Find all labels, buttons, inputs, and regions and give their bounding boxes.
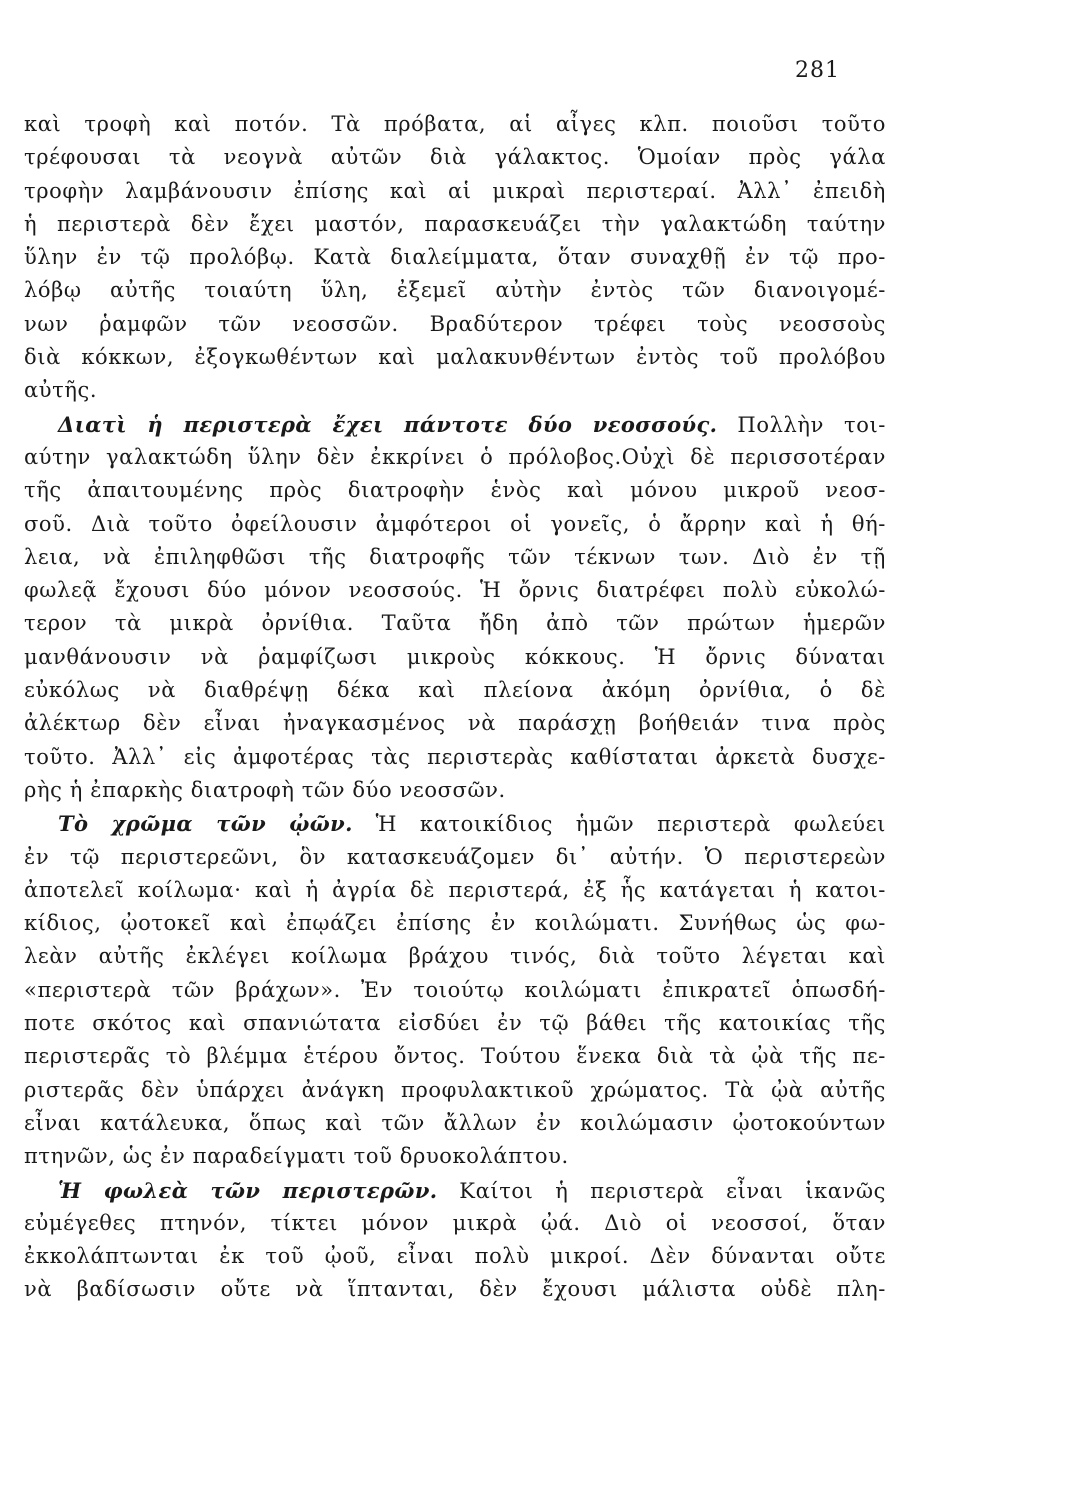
text-line: λόβῳ αὐτῆς τοιαύτη ὕλη, ἐξεμεῖ αὐτὴν ἐντὸς τῶν διανοιγομέ- xyxy=(24,278,886,303)
text-line: περιστερᾶς τὸ βλέμμα ἑτέρου ὄντος. Τούτου ἕνεκα διὰ τὰ ᾠὰ τῆς πε- xyxy=(24,1044,886,1069)
text-line: νὰ βαδίσωσιν οὔτε νὰ ἵπτανται, δὲν ἔχουσι μάλιστα οὐδὲ πλη- xyxy=(24,1277,886,1302)
text-line: λεια, νὰ ἐπιληφθῶσι τῆς διατροφῆς τῶν τέκνων των. Διὸ ἐν τῇ xyxy=(24,544,886,569)
text-line: αύτην γαλακτώδη ὕλην δὲν ἐκκρίνει ὁ πρόλοβος.Οὐχὶ δὲ περισσοτέραν xyxy=(24,444,886,469)
text-line: «περιστερὰ τῶν βράχων». Ἐν τοιούτῳ κοιλώματι ἐπικρατεῖ ὁπωσδή- xyxy=(24,977,886,1002)
text-line: ριστερᾶς δὲν ὑπάρχει ἀνάγκη προφυλακτικοῦ χρώματος. Τὰ ᾠὰ αὐτῆς xyxy=(24,1077,886,1102)
text-line: ἀποτελεῖ κοίλωμα· καὶ ἡ ἀγρία δὲ περιστερά, ἐξ ἧς κατάγεται ἡ κατοι- xyxy=(24,877,886,902)
text-line: τῆς ἀπαιτουμένης πρὸς διατροφὴν ἑνὸς καὶ μόνου μικροῦ νεοσ- xyxy=(24,478,886,503)
text-line: ἀλέκτωρ δὲν εἶναι ἠναγκασμένος νὰ παράσχῃ βοήθειάν τινα πρὸς xyxy=(24,711,886,736)
text-line: διὰ κόκκων, ἐξογκωθέντων καὶ μαλακυνθέντων ἐντὸς τοῦ προλόβου xyxy=(24,345,886,370)
text-line: κίδιος, ᾠοτοκεῖ καὶ ἐπῳάζει ἐπίσης ἐν κοιλώματι. Συνήθως ὡς φω- xyxy=(24,911,886,936)
text-line: τοῦτο. Ἀλλ᾽ εἰς ἀμφοτέρας τὰς περιστερὰς καθίσταται ἀρκετὰ δυσχε- xyxy=(24,744,886,769)
section-heading: Τὸ χρῶμα τῶν ᾠῶν. xyxy=(58,811,353,837)
text-line: τροφὴν λαμβάνουσιν ἐπίσης καὶ αἱ μικραὶ περιστεραί. Ἀλλ᾽ ἐπειδὴ xyxy=(24,178,886,203)
paragraph-first-line xyxy=(24,408,886,441)
text-line: αὐτῆς. xyxy=(24,378,98,403)
text-line: σοῦ. Διὰ τοῦτο ὀφείλουσιν ἀμφότεροι οἱ γονεῖς, ὁ ἄρρην καὶ ἡ θή- xyxy=(24,511,886,536)
text-line: φωλεᾷ ἔχουσι δύο μόνον νεοσσούς. Ἡ ὄρνις διατρέφει πολὺ εὐκολώ- xyxy=(24,578,886,603)
text-line: εἶναι κατάλευκα, ὅπως καὶ τῶν ἄλλων ἐν κοιλώμασιν ᾠοτοκούντων xyxy=(24,1110,886,1135)
text-span: Πολλὴν τοι- xyxy=(717,412,886,437)
text-span: Καίτοι ἡ περιστερὰ εἶναι ἱκανῶς xyxy=(437,1178,886,1203)
section-heading: Διατὶ ἡ περιστερὰ ἔχει πάντοτε δύο νεοσσούς. xyxy=(58,411,718,437)
paragraph-first-line xyxy=(24,807,886,840)
text-line: μανθάνουσιν νὰ ῥαμφίζωσι μικροὺς κόκκους. Ἡ ὄρνις δύναται xyxy=(24,644,886,669)
text-line: ρὴς ἡ ἐπαρκὴς διατροφὴ τῶν δύο νεοσσῶν. xyxy=(24,777,506,802)
text-line: ὕλην ἐν τῷ προλόβῳ. Κατὰ διαλείμματα, ὅταν συναχθῇ ἐν τῷ προ- xyxy=(24,245,886,270)
text-line: καὶ τροφὴ καὶ ποτόν. Τὰ πρόβατα, αἱ αἶγες κλπ. ποιοῦσι τοῦτο xyxy=(24,112,886,136)
text-line: τρέφουσαι τὰ νεογνὰ αὐτῶν διὰ γάλακτος. Ὁμοίαν πρὸς γάλα xyxy=(24,145,886,170)
text-line: ἐν τῷ περιστερεῶνι, ὃν κατασκευάζομεν δι᾽ αὐτήν. Ὁ περιστερεὼν xyxy=(24,844,886,869)
text-line: ποτε σκότος καὶ σπανιώτατα εἰσδύει ἐν τῷ βάθει τῆς κατοικίας τῆς xyxy=(24,1011,886,1036)
text-line: πτηνῶν, ὡς ἐν παραδείγματι τοῦ δρυοκολάπτου. xyxy=(24,1144,569,1169)
text-line: ἡ περιστερὰ δὲν ἔχει μαστόν, παρασκευάζει τὴν γαλακτώδη ταύτην xyxy=(24,211,886,236)
text-line: νων ῥαμφῶν τῶν νεοσσῶν. Βραδύτερον τρέφει τοὺς νεοσσοὺς xyxy=(24,311,886,336)
text-line: εὐμέγεθες πτηνόν, τίκτει μόνον μικρὰ ᾠά. Διὸ οἱ νεοσσοί, ὅταν xyxy=(24,1210,886,1235)
body-text xyxy=(24,108,886,1307)
text-line: εὐκόλως νὰ διαθρέψῃ δέκα καὶ πλείονα ἀκόμη ὀρνίθια, ὁ δὲ xyxy=(24,678,886,703)
paragraph-first-line xyxy=(24,1174,886,1207)
text-line: λεὰν αὐτῆς ἐκλέγει κοίλωμα βράχου τινός, διὰ τοῦτο λέγεται καὶ xyxy=(24,944,886,969)
page-number: 281 xyxy=(795,58,840,83)
section-heading: Ἡ φωλεὰ τῶν περιστερῶν. xyxy=(58,1177,438,1203)
text-span: Ἡ κατοικίδιος ἡμῶν περιστερὰ φωλεύει xyxy=(352,812,886,837)
text-line: τερον τὰ μικρὰ ὀρνίθια. Ταῦτα ἤδη ἀπὸ τῶν πρώτων ἡμερῶν xyxy=(24,611,886,636)
text-line: ἐκκολάπτωνται ἐκ τοῦ ᾠοῦ, εἶναι πολὺ μικροί. Δὲν δύνανται οὔτε xyxy=(24,1244,886,1269)
